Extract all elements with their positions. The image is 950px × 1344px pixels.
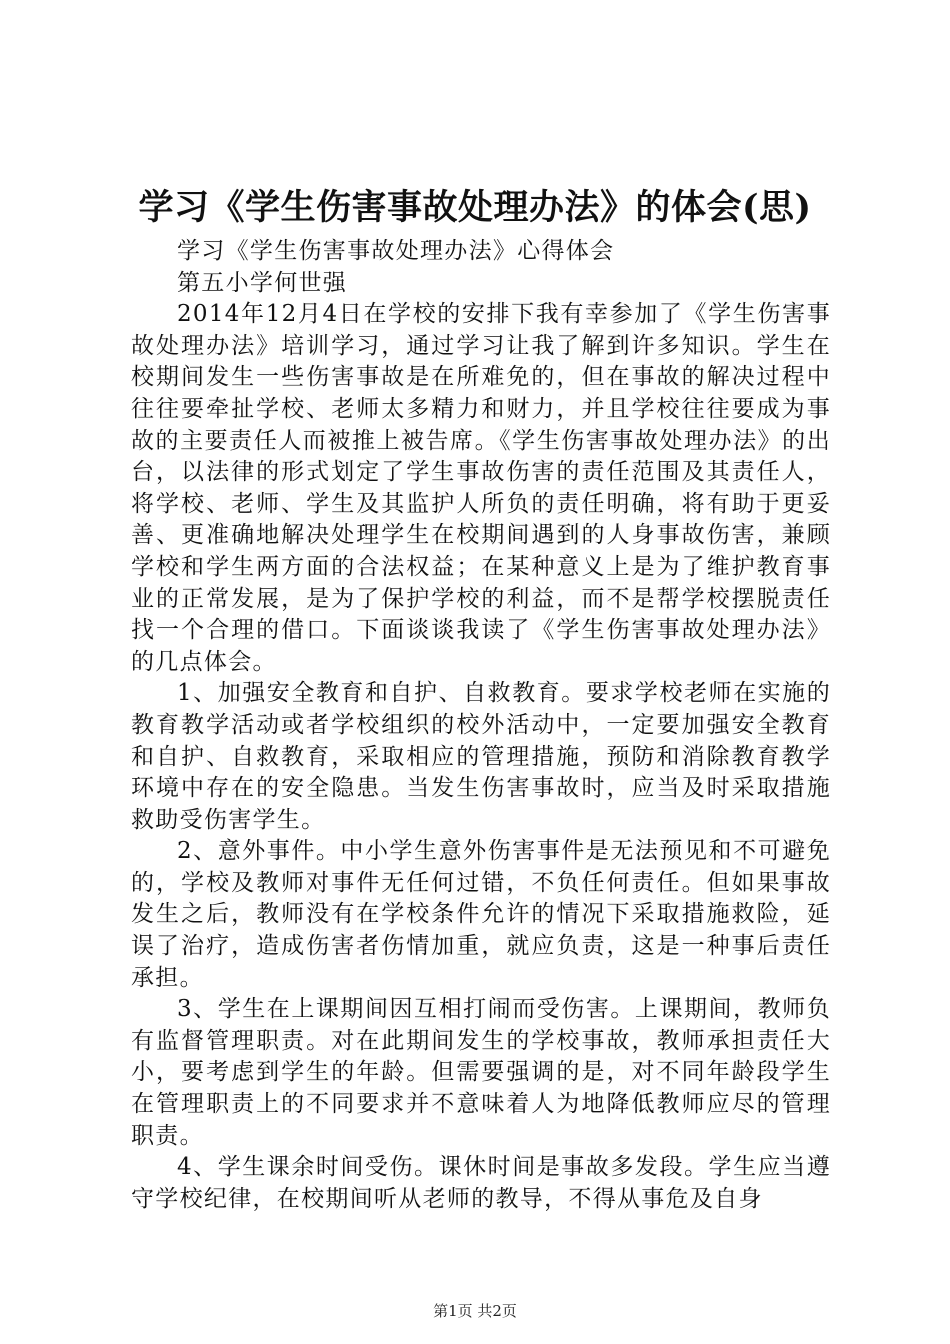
document-title: 学习《学生伤害事故处理办法》的体会(思)	[138, 187, 812, 228]
page-number-footer: 第1页 共2页	[433, 1302, 517, 1320]
point-2-paragraph: 2、意外事件。中小学生意外伤害事件是无法预见和不可避免的，学校及教师对事件无任何过错，不负任何责任。但如果事故发生之后，教师没有在学校条件允许的情况下采取措施救险，延误了治疗，造成伤害者伤情加重，就应负责，这是一种事后责任承担。	[131, 838, 831, 991]
point-3-paragraph: 3、学生在上课期间因互相打闹而受伤害。上课期间，教师负有监督管理职责。对在此期间发生的学校事故，教师承担责任大小，要考虑到学生的年龄。但需要强调的是，对不同年龄段学生在管理职责上的不同要求并不意味着人为地降低教师应尽的管理职责。	[131, 996, 831, 1149]
point-4-paragraph: 4、学生课余时间受伤。课休时间是事故多发段。学生应当遵守学校纪律，在校期间听从老师的教导，不得从事危及自身	[131, 1154, 831, 1212]
intro-paragraph: 2014年12月4日在学校的安排下我有幸参加了《学生伤害事故处理办法》培训学习，通过学习让我了解到许多知识。学生在校期间发生一些伤害事故是在所难免的，但在事故的解决过程中往往要牵扯学校、老师太多精力和财力，并且学校往往要成为事故的主要责任人而被推上被告席。《学生伤害事故处理办法》的出台，以法律的形式划定了学生事故伤害的责任范围及其责任人，将学校、老师、学生及其监护人所负的责任明确，将有助于更妥善、更准确地解决处理学生在校期间遇到的人身事故伤害，兼顾学校和学生两方面的合法权益；在某种意义上是为了维护教育事业的正常发展，是为了保护学校的利益，而不是帮学校摆脱责任找一个合理的借口。下面谈谈我读了《学生伤害事故处理办法》的几点体会。	[131, 301, 831, 675]
subtitle-paragraph: 学习《学生伤害事故处理办法》心得体会	[177, 238, 615, 264]
point-1-paragraph: 1、加强安全教育和自护、自救教育。要求学校老师在实施的教育教学活动或者学校组织的校外活动中，一定要加强安全教育和自护、自救教育，采取相应的管理措施，预防和消除教育教学环境中存在的安全隐患。当发生伤害事故时，应当及时采取措施救助受伤害学生。	[131, 680, 831, 833]
author-paragraph: 第五小学何世强	[177, 269, 348, 296]
document-body	[131, 236, 831, 1215]
